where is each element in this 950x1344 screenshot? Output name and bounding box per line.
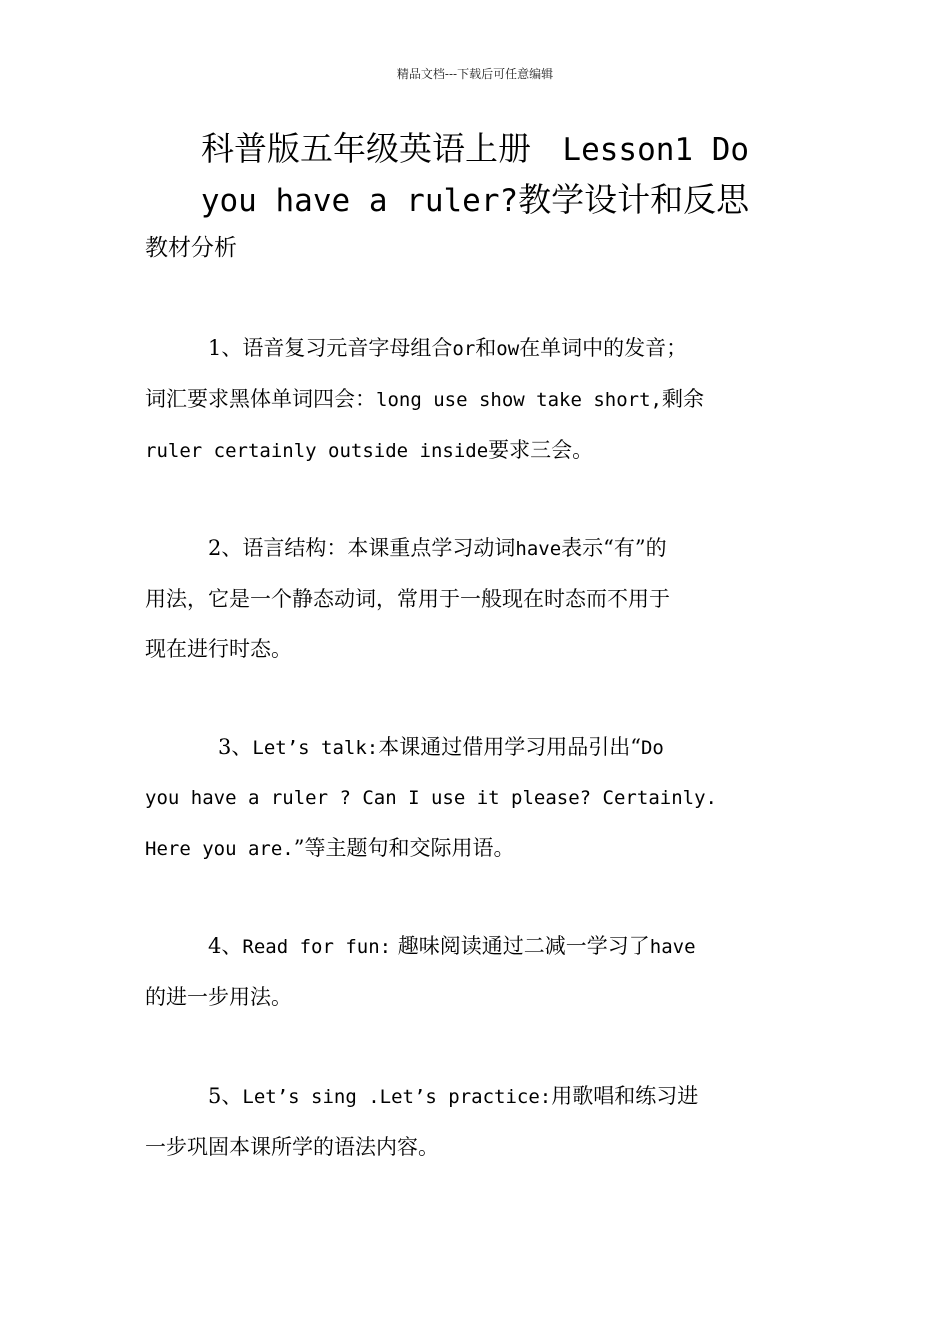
paragraph-1-line-2 bbox=[145, 374, 807, 425]
p3-text-f: ”等主题句和交际用语。 bbox=[293, 836, 515, 860]
p4-text-d: have bbox=[649, 936, 696, 958]
paragraph-1-line-3 bbox=[145, 425, 807, 476]
p1-text-i: ruler certainly outside inside bbox=[145, 440, 489, 462]
p3-text-a: 3、 bbox=[218, 735, 253, 759]
paragraph-3 bbox=[145, 722, 807, 874]
p4-text-b: Read for fun: bbox=[242, 936, 392, 958]
title-question-part: you have a ruler? bbox=[200, 183, 519, 219]
paragraph-5 bbox=[145, 1071, 807, 1172]
p3-text-d: Do bbox=[640, 737, 664, 759]
paragraph-2-line-2: 用法，它是一个静态动词，常用于一般现在时态而不用于 bbox=[145, 587, 670, 611]
paragraph-2 bbox=[145, 523, 807, 674]
p4-text-a: 4、 bbox=[208, 934, 243, 958]
paragraph-1 bbox=[145, 323, 807, 476]
paragraph-4 bbox=[145, 921, 807, 1022]
p1-text-d: ow bbox=[496, 338, 520, 360]
p3-text-e: Here you are. bbox=[145, 838, 294, 860]
p2-text-a: 2、语言结构：本课重点学习动词 bbox=[208, 536, 516, 560]
p1-text-j: 要求三会。 bbox=[488, 438, 594, 462]
paragraph-3-line-1 bbox=[145, 722, 807, 773]
p1-text-c: 和 bbox=[475, 336, 497, 360]
p1-text-g: long use show take short, bbox=[376, 389, 662, 411]
p2-text-c: 表示“有”的 bbox=[561, 536, 667, 560]
p5-text-a: 5、 bbox=[208, 1084, 243, 1108]
p1-text-b: or bbox=[452, 338, 476, 360]
paragraph-5-line-1 bbox=[145, 1071, 807, 1122]
title-lesson-part: Lesson1 Do bbox=[562, 132, 750, 168]
paragraph-1-line-1 bbox=[145, 323, 807, 374]
paragraph-3-line-2: you have a ruler ? Can I use it please? Certainly. bbox=[145, 787, 717, 809]
p4-text-c: 趣味阅读通过二减一学习了 bbox=[391, 934, 650, 958]
p3-text-b: Let’s talk: bbox=[252, 737, 379, 759]
title-line-1 bbox=[145, 124, 805, 175]
p1-text-f: 词汇要求黑体单词四会： bbox=[145, 387, 376, 411]
title-chinese-part: 科普版五年级英语上册 bbox=[200, 129, 531, 168]
p5-text-c: 用歌唱和练习进 bbox=[551, 1084, 699, 1108]
title-line-2 bbox=[145, 175, 805, 226]
paragraph-4-line-1 bbox=[145, 921, 807, 972]
p3-text-c: 本课通过借用学习用品引出“ bbox=[378, 735, 641, 759]
p2-text-b: have bbox=[515, 538, 562, 560]
paragraph-2-line-1 bbox=[145, 523, 807, 574]
paragraph-3-line-3 bbox=[145, 823, 807, 874]
section-heading: 教材分析 bbox=[145, 235, 237, 261]
title-suffix-part: 教学设计和反思 bbox=[518, 180, 750, 219]
document-title bbox=[145, 124, 805, 226]
p1-text-h: 剩余 bbox=[661, 387, 704, 411]
p1-text-e: 在单词中的发音； bbox=[519, 336, 688, 360]
paragraph-5-line-2: 一步巩固本课所学的语法内容。 bbox=[145, 1135, 439, 1159]
header-note: 精品文档---下载后可任意编辑 bbox=[396, 67, 554, 81]
paragraph-2-line-3: 现在进行时态。 bbox=[145, 637, 292, 661]
p5-text-b: Let’s sing .Let’s practice: bbox=[242, 1086, 552, 1108]
p1-text-a: 1、语音复习元音字母组合 bbox=[208, 336, 453, 360]
paragraph-4-line-2: 的进一步用法。 bbox=[145, 985, 292, 1009]
